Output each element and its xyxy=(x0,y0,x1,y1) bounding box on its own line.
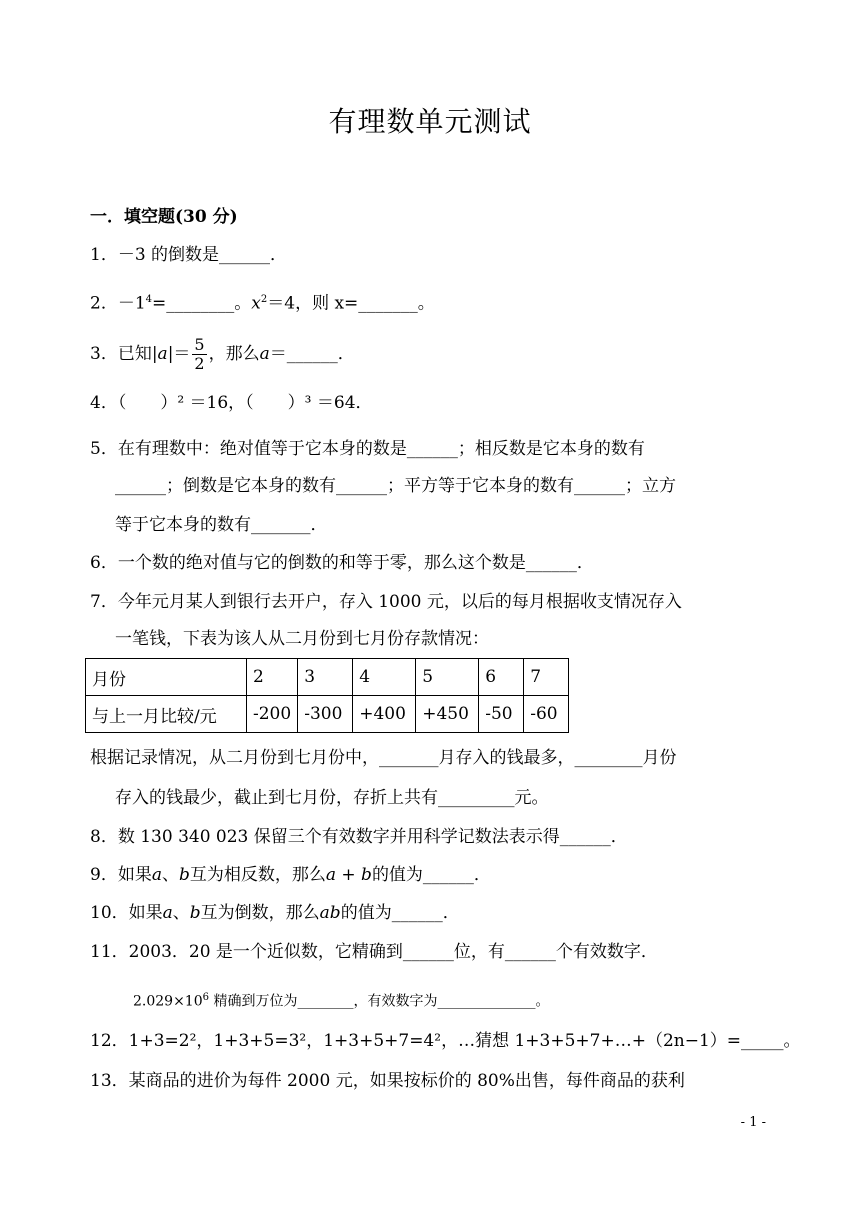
q10-mid: 互为倒数，那么 xyxy=(200,903,320,923)
question-7b-line-1: 根据记录情况，从二月份到七月份中，_______月存入的钱最多，________月份 xyxy=(90,748,677,768)
q3-denominator: 2 xyxy=(194,354,205,373)
q10-expr: ab xyxy=(319,903,341,923)
q3-abs: |a| xyxy=(151,344,174,364)
question-11b xyxy=(133,986,549,1014)
table-cell: 6 xyxy=(479,659,524,696)
q10-prefix: 10．如果 xyxy=(90,903,163,923)
question-7-line-2: 一笔钱，下表为该人从二月份到七月份存款情况： xyxy=(115,629,489,649)
question-8: 8．数 130 340 023 保留三个有效数字并用科学记数法表示得______． xyxy=(90,827,628,847)
q10-blank: 的值为______． xyxy=(340,903,460,923)
question-2 xyxy=(90,288,435,316)
q10-var-b: b xyxy=(189,903,201,923)
document-title: 有理数单元测试 xyxy=(328,105,532,138)
q9-var-a: a xyxy=(151,865,162,885)
table-cell: 2 xyxy=(247,659,298,696)
table-cell: -50 xyxy=(479,696,524,733)
question-1: 1．－3 的倒数是______． xyxy=(90,245,288,265)
q9-sep: 、 xyxy=(161,865,179,885)
question-7b-line-2: 存入的钱最少，截止到七月份，存折上共有_________元。 xyxy=(115,788,549,808)
table-cell: 月份 xyxy=(86,659,247,696)
q9-expr: a + b xyxy=(325,865,372,885)
table-cell: 与上一月比较/元 xyxy=(86,696,247,733)
question-13: 13．某商品的进价为每件 2000 元，如果按标价的 80%出售，每件商品的获利 xyxy=(90,1071,685,1091)
question-5-line-3: 等于它本身的数有_______． xyxy=(115,515,328,535)
question-9 xyxy=(90,863,491,887)
question-7-line-1: 7．今年元月某人到银行去开户，存入 1000 元，以后的每月根据收支情况存入 xyxy=(90,592,682,612)
q9-blank: 的值为______． xyxy=(371,865,491,885)
q9-var-b: b xyxy=(178,865,190,885)
table-cell: -60 xyxy=(524,696,569,733)
q2-blank-2: ＝4，则 x=_______。 xyxy=(267,293,435,314)
q2-blank-1: =________。 xyxy=(152,293,252,314)
q3-prefix: 3．已知 xyxy=(90,344,152,364)
table-cell: 5 xyxy=(416,659,479,696)
table-cell: -300 xyxy=(298,696,353,733)
question-4: 4．（ ）² ＝16，（ ）³ ＝64． xyxy=(90,393,373,413)
question-5-line-1: 5．在有理数中：绝对值等于它本身的数是______；相反数是它本身的数有 xyxy=(90,439,645,459)
q3-numerator: 5 xyxy=(194,335,205,354)
table-row xyxy=(86,659,569,696)
q2-x-var: x xyxy=(251,293,261,314)
q2-base: －1 xyxy=(117,293,146,314)
table-cell: 3 xyxy=(298,659,353,696)
table-cell: -200 xyxy=(247,696,298,733)
question-10 xyxy=(90,901,460,925)
table-cell: +400 xyxy=(353,696,416,733)
question-5-line-2: ______；倒数是它本身的数有______；平方等于它本身的数有______；立方 xyxy=(115,476,676,496)
table-cell: 7 xyxy=(524,659,569,696)
q3-mid: ，那么 xyxy=(208,344,260,364)
q11b-number: 2.029×10 xyxy=(133,993,203,1010)
q11b-exponent: 6 xyxy=(202,992,209,1003)
q2-exponent: 4 xyxy=(145,294,153,305)
question-3 xyxy=(90,334,355,374)
table-cell: 4 xyxy=(353,659,416,696)
question-11: 11．2003．20 是一个近似数，它精确到______位，有______个有效数字． xyxy=(90,942,658,962)
table-cell: +450 xyxy=(416,696,479,733)
q2-number: 2． xyxy=(90,293,118,314)
question-6: 6．一个数的绝对值与它的倒数的和等于零，那么这个数是______． xyxy=(90,553,594,573)
q3-a-var: a xyxy=(259,344,270,364)
question-12: 12．1+3=2²，1+3+5=3²，1+3+5+7=4²，…猜想 1+3+5+7+…+（2n−1）=_____。 xyxy=(90,1031,801,1051)
q9-mid: 互为相反数，那么 xyxy=(189,865,326,885)
page-number: - 1 - xyxy=(740,1115,766,1130)
q9-prefix: 9．如果 xyxy=(90,865,152,885)
table-row xyxy=(86,696,569,733)
section-heading: 一．填空题(30 分) xyxy=(90,207,238,227)
q2-x-exponent: 2 xyxy=(260,294,268,305)
deposit-table xyxy=(85,658,569,733)
q3-eq: ＝ xyxy=(173,344,191,364)
q10-sep: 、 xyxy=(172,903,190,923)
q10-var-a: a xyxy=(162,903,173,923)
q11b-text: 精确到万位为________，有效数字为______________。 xyxy=(209,993,550,1010)
q3-blank: ＝______． xyxy=(269,344,355,364)
q3-fraction xyxy=(192,336,206,373)
